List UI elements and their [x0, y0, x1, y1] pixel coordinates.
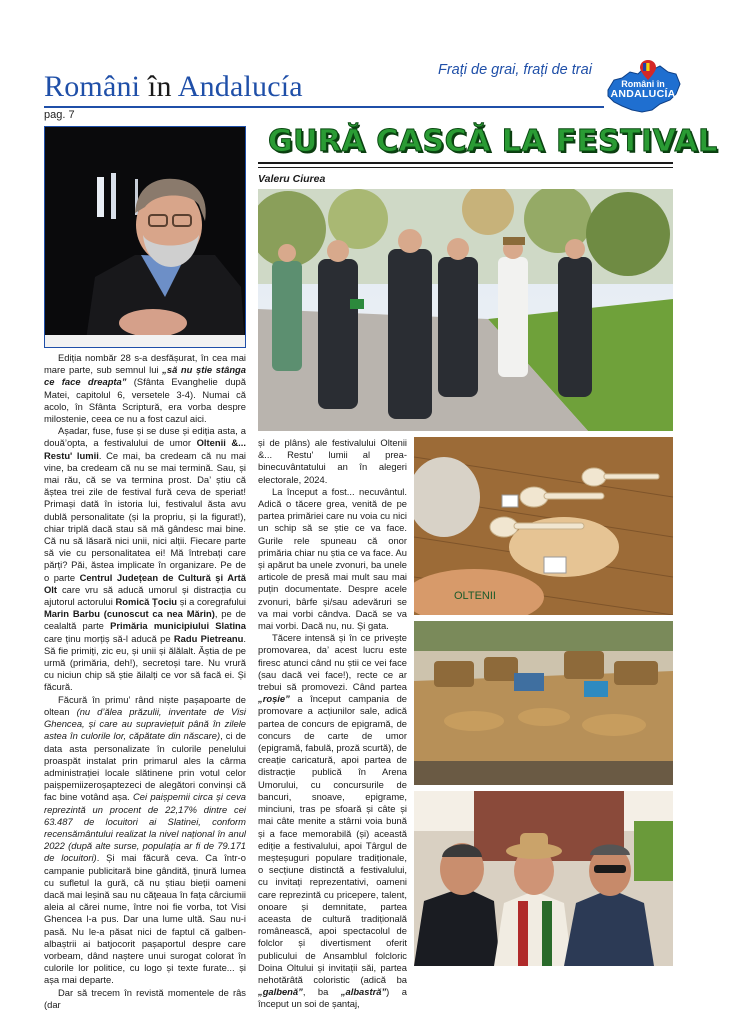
- tagline: Frați de grai, frați de trai: [438, 62, 592, 78]
- three-men-photo: [414, 791, 673, 966]
- paragraph: Făcură în primu’ rând niște pașapoarte de oltean (nu d’ălea prăzulii, inventate de Visi Ghencea, și care au supraviețuit până în zilele astea în culorile lor, căpătate din născare), ci de data asta personalizate în culorile penelului proaspăt instalat prin primarul ales la cârma administrației locale slătinene prin votul celor paișpemiizeroșaptezeci de alegători convinși că fac bine votând așa. Cei paișpemii circa și ceva reprezintă un procent de 22,17% dintre cei 63.487 de locuitori ai Slatinei, conform recensământului realizat la nivel național în anul 2022 (după alte surse, populația ar fi de 79.171 de locuitori). Și mai făcură ceva. Ca într-o campanie publicitară bine gândită, ținură lumea cu sufletul la gură, că nu știau bieții oameni dacă mai leșină sau nu căţeaua în fața cârciumii aleia al cărei nume, între noi fie vorba, tot Visi Ghencea l-a pus. Dar una lume ultă. Sau nu-i pasă. Nu le-a păsat nici de faptul că galben- albaștrii ai batjocorit pașaportul despre care vorbeam, dând naștere unui surogat colorat în culorile lor politice, cu logo și texte furate... și așa mai departe.: [44, 693, 246, 986]
- masthead-title-romani: Români: [44, 70, 148, 103]
- logo-line-2: ANDALUCÍA: [610, 88, 676, 101]
- author-portrait-photo: [44, 126, 246, 348]
- masthead-rule: [44, 106, 604, 108]
- logo-line-1: Români în: [621, 79, 665, 89]
- article-column-1: [44, 352, 246, 1011]
- article-title: GURĂ CASCĂ LA FESTIVAL: [268, 124, 718, 159]
- masthead-title-in: în: [147, 70, 172, 103]
- paragraph: Așadar, fuse, fuse și se duse și ediția asta, a două’opta, a festivalului de umor Oltenii &... Restu' lumii. Ce mai, ba credeam că nu mai vine, ba credeam că nu se mai termină. Sau, și mai rău, că se va termina prost. Da’ știu că ăștea trei zile de festival fură ceva de speriat! Primași dată în istoria lui, festivalul ăsta avu dublă personalitate (și la propriu, și la figurat!), chiar triplă dacă stau să mă gândesc mai bine. Că nu să lăsară nici unii, nici alții. Fiecare parte să vie cu personalitatea ei! Mă întrebați care părți? Păi, ăstea implicate în organizare. Pe de o parte Centrul Județean de Cultură și Artă Olt care vru să aducă umorul și distracția cu ajutorul actorului Romică Țociu și a coregrafului Marin Barbu (cunoscut ca nea Mărin), pe de cealaltă parte Primăria municipiului Slatina care ținu morțiș să-l aducă pe Radu Pietreanu. Să fie primiți, zic eu, și unii și ălălalt. Ăștia de pe urmă (primăria, deh!), secretoși tare. Nu vrură cu niciun chip să știe ăilalți ce vor să facă ei. Și făcură.: [44, 425, 247, 693]
- article-column-2: [258, 437, 407, 1011]
- masthead-title-andalucia: Andalucía: [171, 70, 303, 103]
- romani-in-andalucia-logo: [604, 60, 682, 118]
- page-number: pag. 7: [44, 109, 75, 121]
- wooden-spoons-photo: [414, 437, 673, 615]
- title-rule: [258, 162, 673, 164]
- logo-text: [604, 80, 682, 100]
- article-author: Valeru Ciurea: [258, 173, 326, 185]
- paragraph: Ediția nombăr 28 s-a desfășurat, în cea mai mare parte, sub semnul lui „să nu știe stânga ce face dreapta” (Sfânta Evanghelie după Matei, capitolul 6, versetele 3-4). Numai că acolo, în Sfânta Scriptură, era vorba despre milostenie, ceea ce nu a fost cazul aici.: [44, 352, 246, 425]
- masthead-title: [44, 72, 303, 102]
- paragraph: La început a fost... necuvântul. Adică o tăcere grea, venită de pe partea primăriei care nu voia cu nici un schip să se știe ce va face. Gurile rele spuneau că onor primăria chiar nu știa ce va face. Au și apărut ba unele zvonuri, ba unele articole de presă mai mult sau mai puțin documentate. Despre acele zvonuri, bârfe și/sau adevăruri se va mai vorbi cândva. Dacă se va mai vorbi. Dacă nu, nu. Și gata.: [258, 485, 407, 632]
- crafts-fair-photo: [414, 621, 673, 785]
- title-rule: [258, 167, 673, 168]
- paragraph: și de plâns) ale festivalului Oltenii &... Restu' lumii al prea-binecuvântatului an în alegeri electorale, 2024.: [258, 437, 407, 485]
- festival-parade-photo: [258, 189, 673, 431]
- paragraph: Tăcere intensă și în ce privește promovarea, da’ acest lucru este firesc atunci când nu știi ce vei face (sau dacă vei face!), recte ce ar trebui să promovezi. Când partea „roșie” a început campania de promovare a acțiunilor sale, adică partea de concurs de epigramă, de concurs de carte de umor (epigramă, fabulă, proză scurtă), de creație caricatură, apoi partea de distracție publică în Arena Umorului, cu concursurile de bancuri, snoave, epigrame, minciuni, tras pe sfoară și câte și mai câte menite a stârni voia bună și a face memorabilă (și) această ediție a festivalului, apoi Târgul de meșteșuguri populare tradiționale, o secțiune distinctă a festivalului, cu invitați reprezentativi, oameni care reprezintă cu pricepere, talent, onoare și demnitate, partea aceasta de cultură tradițională românească, apoi spectacolul de folclor și divertisment oferit publicului de Ansamblul folcloric Doina Oltului și invitații săi, partea nehotărâtă coloristic (adică ba „galbenă”, ba „albastră”) a început un soi de șantaj,: [258, 632, 407, 1010]
- plate-label: OLTENII: [454, 590, 496, 602]
- paragraph: Dar să trecem în revistă momentele de râs (dar: [44, 986, 246, 1010]
